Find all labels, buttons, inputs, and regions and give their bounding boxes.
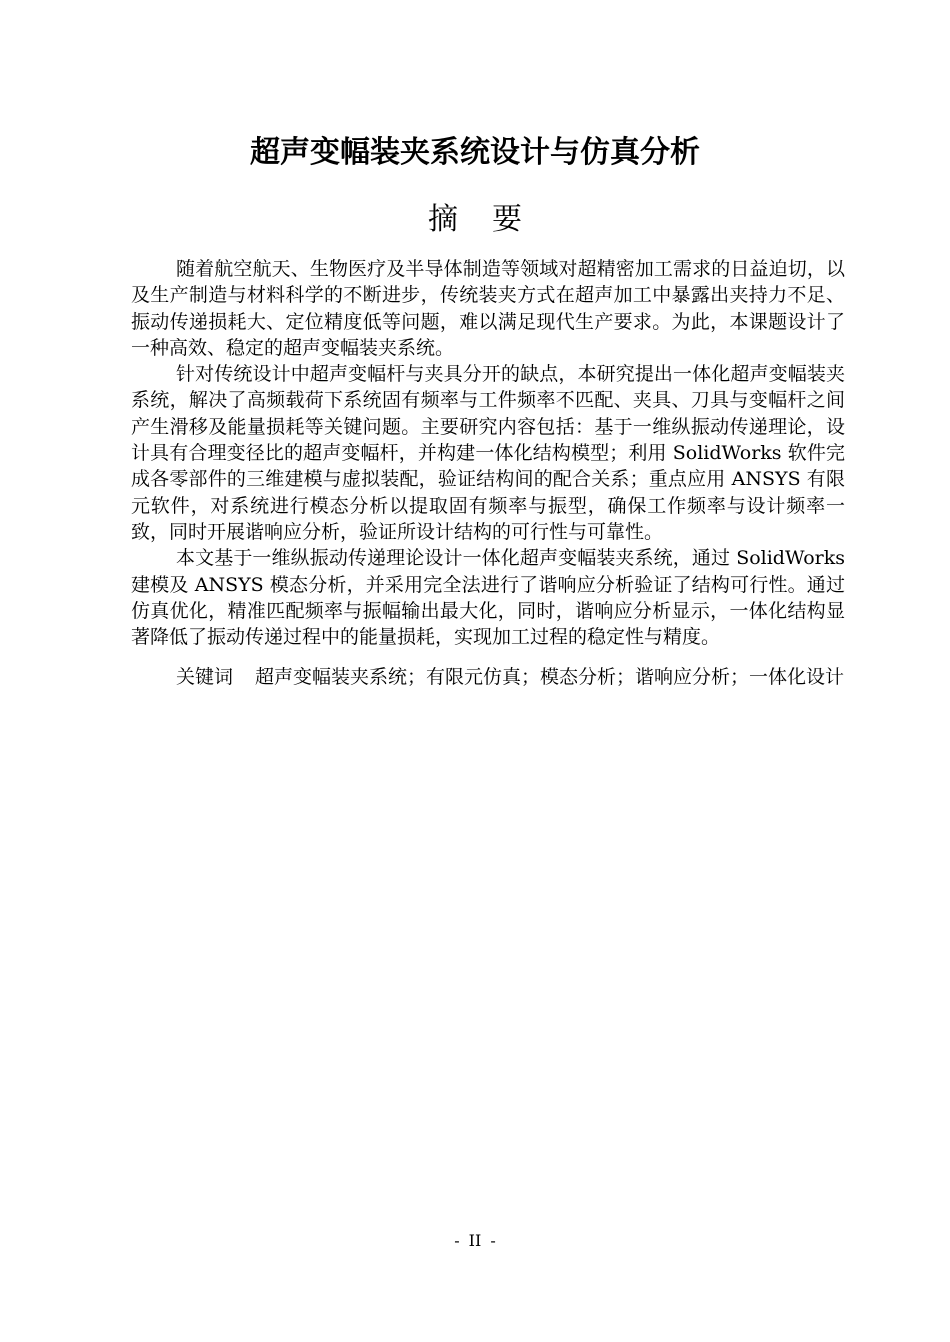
abstract-paragraph-2: 针对传统设计中超声变幅杆与夹具分开的缺点，本研究提出一体化超声变幅装夹系统，解决了高频载荷下系统固有频率与工件频率不匹配、夹具、刀具与变幅杆之间产生滑移及能量损耗等关键问题。主要研究内容包括：基于一维纵振动传递理论，设计具有合理变径比的超声变幅杆，并构建一体化结构模型；利用 SolidWorks 软件完成各零部件的三维建模与虚拟装配，验证结构间的配合关系；重点应用 ANSYS 有限元软件，对系统进行模态分析以提取固有频率与振型，确保工作频率与设计频率一致，同时开展谐响应分析，验证所设计结构的可行性与可靠性。 — [131, 363, 845, 543]
abstract-paragraph-3: 本文基于一维纵振动传递理论设计一体化超声变幅装夹系统，通过 SolidWorks 建模及 ANSYS 模态分析，并采用完全法进行了谐响应分析验证了结构可行性。通过仿真优化，精准匹配频率与振幅输出最大化，同时，谐响应分析显示，一体化结构显著降低了振动传递过程中的能量损耗，实现加工过程的稳定性与精度。 — [131, 547, 845, 649]
document-title: 超声变幅装夹系统设计与仿真分析 — [250, 135, 700, 170]
keywords-label: 关键词 — [176, 666, 234, 689]
keywords-line — [131, 664, 845, 690]
keywords-text: 超声变幅装夹系统；有限元仿真；模态分析；谐响应分析；一体化设计 — [255, 666, 845, 689]
abstract-body — [131, 256, 845, 691]
abstract-paragraph-1: 随着航空航天、生物医疗及半导体制造等领域对超精密加工需求的日益迫切，以及生产制造与材料科学的不断进步，传统装夹方式在超声加工中暴露出夹持力不足、振动传递损耗大、定位精度低等问题，难以满足现代生产要求。为此，本课题设计了一种高效、稳定的超声变幅装夹系统。 — [131, 258, 845, 359]
abstract-heading: 摘要 — [428, 202, 556, 237]
page-number: - II - — [454, 1231, 496, 1250]
